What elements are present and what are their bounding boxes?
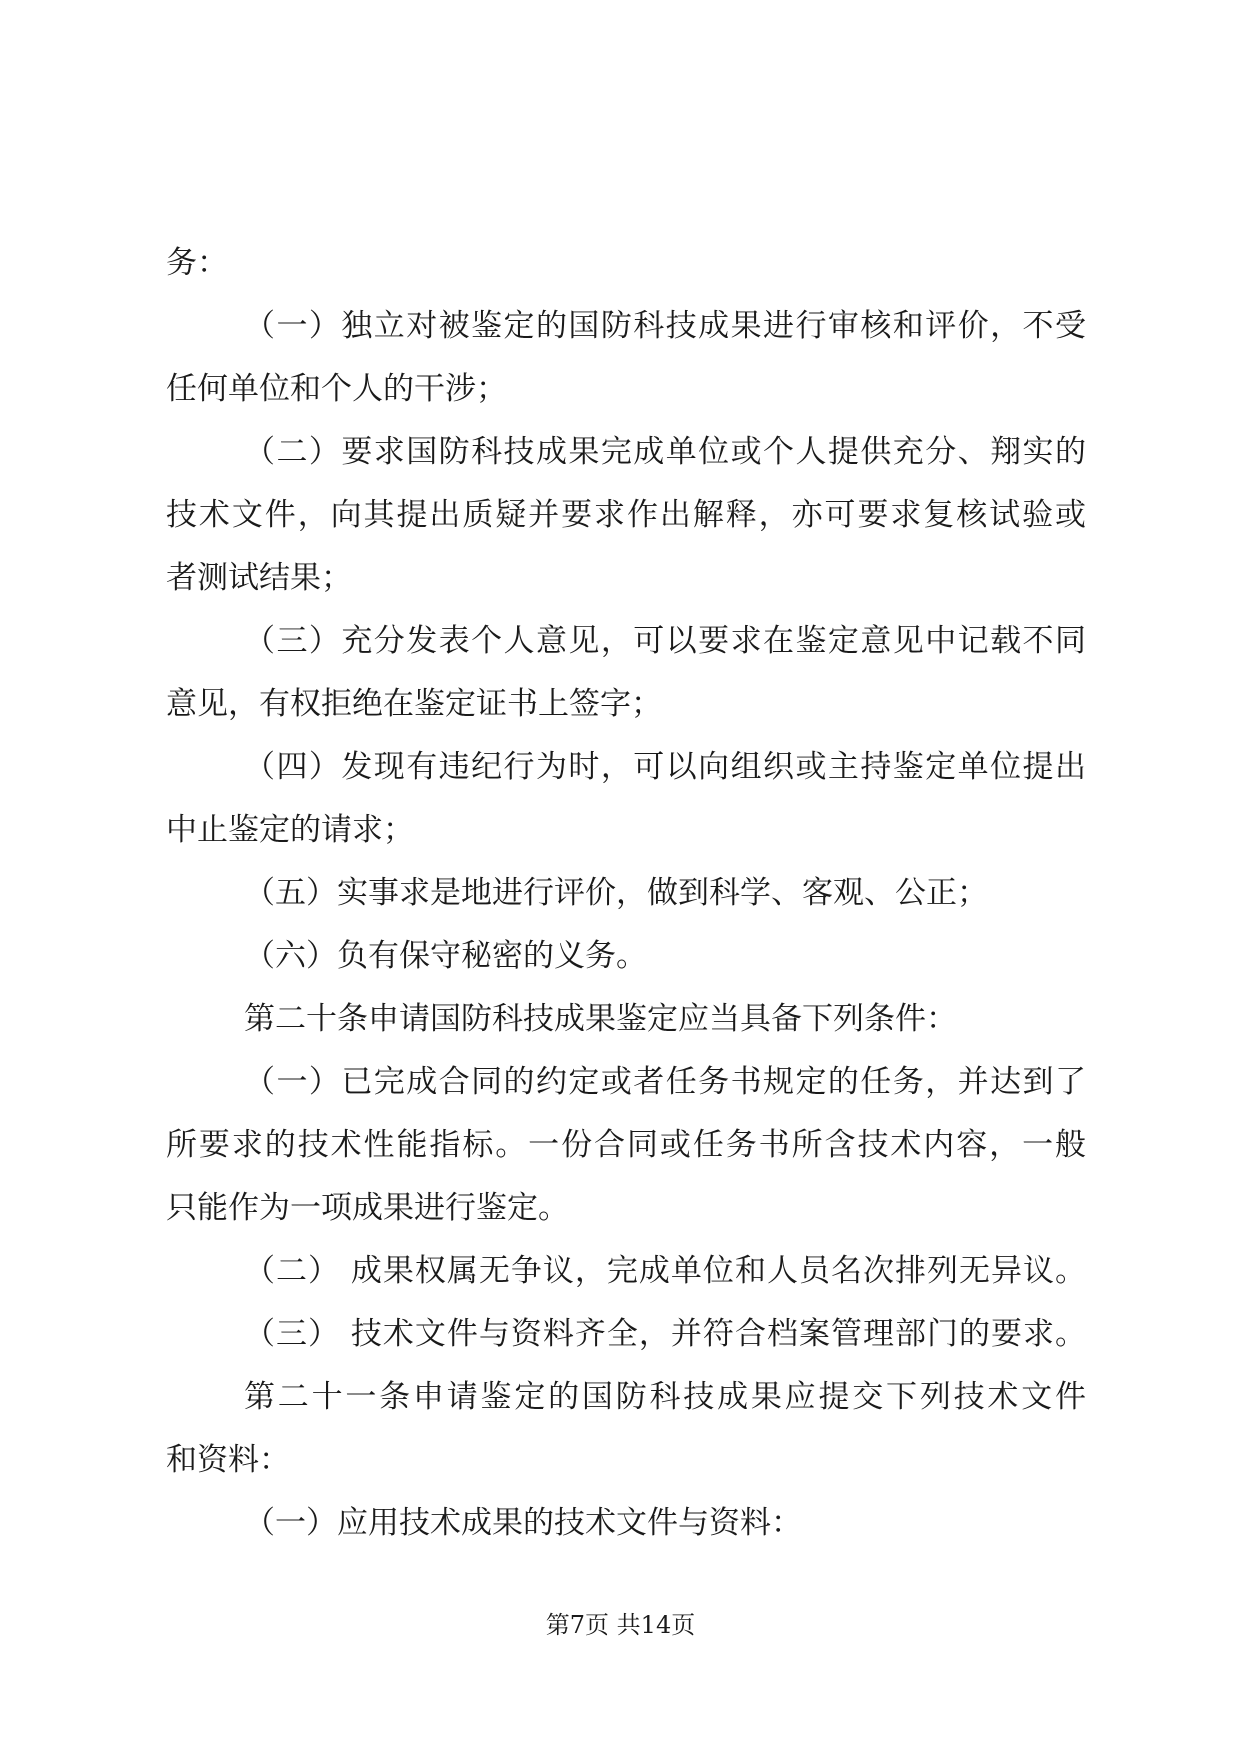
text-line: （五）实事求是地进行评价，做到科学、客观、公正； xyxy=(244,875,988,911)
text-line: （一）已完成合同的约定或者任务书规定的任务，并达到了 xyxy=(244,1064,1086,1100)
text-line: （二） 成果权属无争议，完成单位和人员名次排列无异议。 xyxy=(244,1253,1086,1289)
text-line: （四）发现有违纪行为时，可以向组织或主持鉴定单位提出 xyxy=(244,749,1086,785)
text-line: 任何单位和个人的干涉； xyxy=(166,371,507,407)
text-line: 技术文件，向其提出质疑并要求作出解释，亦可要求复核试验或 xyxy=(166,497,1086,533)
text-line: 第二十一条申请鉴定的国防科技成果应提交下列技术文件 xyxy=(244,1379,1086,1415)
text-line: 中止鉴定的请求； xyxy=(166,812,414,848)
text-line: （一）独立对被鉴定的国防科技成果进行审核和评价，不受 xyxy=(244,308,1086,344)
text-line: 者测试结果； xyxy=(166,560,352,596)
text-line: 只能作为一项成果进行鉴定。 xyxy=(166,1190,569,1226)
text-line: （一）应用技术成果的技术文件与资料： xyxy=(244,1505,802,1541)
document-body xyxy=(166,232,1086,1555)
text-line: 务： xyxy=(166,245,228,281)
text-line: 第二十条申请国防科技成果鉴定应当具备下列条件： xyxy=(244,1001,957,1037)
text-line: （三） 技术文件与资料齐全，并符合档案管理部门的要求。 xyxy=(244,1316,1086,1352)
page-number-footer: 第7页 共14页 xyxy=(545,1611,696,1639)
text-line: 和资料： xyxy=(166,1442,290,1478)
text-line: 意见，有权拒绝在鉴定证书上签字； xyxy=(166,686,662,722)
text-line: 所要求的技术性能指标。一份合同或任务书所含技术内容，一般 xyxy=(166,1127,1086,1163)
text-line: （二）要求国防科技成果完成单位或个人提供充分、翔实的 xyxy=(244,434,1086,470)
text-line: （三）充分发表个人意见，可以要求在鉴定意见中记载不同 xyxy=(244,623,1086,659)
text-line: （六）负有保守秘密的义务。 xyxy=(244,938,647,974)
